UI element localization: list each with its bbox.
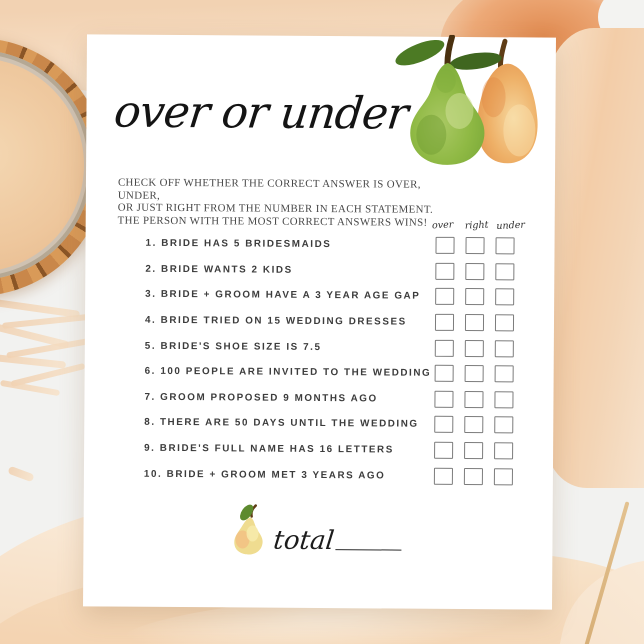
checkbox-over-5[interactable] bbox=[435, 339, 454, 356]
answer-boxes bbox=[428, 467, 513, 485]
checkbox-under-1[interactable] bbox=[495, 238, 514, 255]
total-label: total bbox=[271, 525, 336, 557]
checkbox-over-6[interactable] bbox=[435, 365, 454, 382]
column-headers bbox=[428, 220, 538, 232]
statement-row bbox=[144, 410, 530, 438]
checkbox-right-4[interactable] bbox=[465, 314, 484, 331]
checkbox-over-3[interactable] bbox=[435, 288, 454, 305]
column-header-under: under bbox=[496, 219, 526, 232]
instructions bbox=[118, 177, 458, 230]
checkbox-under-8[interactable] bbox=[494, 417, 513, 434]
fabric-right bbox=[546, 28, 644, 488]
statement-row bbox=[145, 308, 531, 336]
answer-boxes bbox=[429, 339, 514, 357]
checkbox-right-2[interactable] bbox=[465, 263, 484, 280]
statement-text: 2. BRIDE WANTS 2 KIDS bbox=[145, 263, 293, 276]
checkbox-right-7[interactable] bbox=[464, 391, 483, 408]
statement-text: 3. BRIDE + GROOM HAVE A 3 YEAR AGE GAP bbox=[145, 289, 421, 303]
statement-text: 6. 100 PEOPLE ARE INVITED TO THE WEDDING bbox=[144, 366, 432, 380]
checkbox-over-7[interactable] bbox=[434, 391, 453, 408]
statement-text: 9. BRIDE'S FULL NAME HAS 16 LETTERS bbox=[144, 442, 394, 456]
statement-text: 10. BRIDE + GROOM MET 3 YEARS AGO bbox=[143, 468, 386, 482]
checkbox-under-2[interactable] bbox=[495, 263, 514, 280]
fabric-fringe bbox=[7, 466, 34, 482]
answer-boxes bbox=[429, 237, 514, 255]
statement-text: 4. BRIDE TRIED ON 15 WEDDING DRESSES bbox=[144, 314, 407, 328]
statement-text: 7. GROOM PROPOSED 9 MONTHS AGO bbox=[144, 391, 378, 405]
statement-row bbox=[145, 282, 531, 310]
statement-row bbox=[145, 333, 531, 361]
answer-boxes bbox=[429, 263, 514, 281]
total-blank-line[interactable] bbox=[336, 549, 402, 550]
page-title: over or under bbox=[111, 86, 411, 140]
checkbox-over-2[interactable] bbox=[435, 263, 454, 280]
checkbox-right-8[interactable] bbox=[464, 416, 483, 433]
checkbox-over-8[interactable] bbox=[434, 416, 453, 433]
instructions-line: OR JUST RIGHT FROM THE NUMBER IN EACH STATEMENT. bbox=[117, 201, 434, 216]
fabric-fringe bbox=[0, 354, 66, 368]
checkbox-over-9[interactable] bbox=[434, 442, 453, 459]
statements-list bbox=[144, 231, 532, 490]
instructions-line: CHECK OFF WHETHER THE CORRECT ANSWER IS OVER, UNDER, bbox=[117, 176, 421, 202]
small-pear-icon bbox=[231, 503, 265, 555]
statement-row bbox=[144, 384, 530, 412]
answer-boxes bbox=[429, 365, 514, 383]
fabric-fringe bbox=[2, 313, 97, 329]
checkbox-under-5[interactable] bbox=[495, 340, 514, 357]
statement-text: 1. BRIDE HAS 5 BRIDESMAIDS bbox=[145, 238, 332, 251]
answer-boxes bbox=[428, 416, 513, 434]
checkbox-under-4[interactable] bbox=[495, 314, 514, 331]
answer-boxes bbox=[429, 314, 514, 332]
checkbox-over-10[interactable] bbox=[434, 467, 453, 484]
column-header-right: right bbox=[464, 219, 489, 232]
column-header-over: over bbox=[431, 219, 454, 232]
instructions-line: THE PERSON WITH THE MOST CORRECT ANSWERS WINS! bbox=[117, 214, 428, 229]
statement-row bbox=[145, 231, 531, 259]
answer-boxes bbox=[428, 442, 513, 460]
checkbox-right-6[interactable] bbox=[465, 365, 484, 382]
checkbox-right-5[interactable] bbox=[465, 340, 484, 357]
checkbox-under-6[interactable] bbox=[495, 365, 514, 382]
game-card bbox=[83, 34, 556, 609]
checkbox-under-3[interactable] bbox=[495, 289, 514, 306]
answer-boxes bbox=[429, 288, 514, 306]
statement-row bbox=[144, 436, 530, 464]
milk-tea bbox=[0, 58, 84, 272]
checkbox-right-10[interactable] bbox=[464, 468, 483, 485]
checkbox-right-9[interactable] bbox=[464, 442, 483, 459]
checkbox-over-1[interactable] bbox=[435, 237, 454, 254]
statement-text: 5. BRIDE'S SHOE SIZE IS 7.5 bbox=[144, 340, 322, 353]
checkbox-under-7[interactable] bbox=[494, 391, 513, 408]
statement-row bbox=[145, 256, 531, 284]
checkbox-right-3[interactable] bbox=[465, 289, 484, 306]
checkbox-under-9[interactable] bbox=[494, 442, 513, 459]
total-section bbox=[231, 503, 402, 556]
checkbox-over-4[interactable] bbox=[435, 314, 454, 331]
statement-row bbox=[144, 461, 530, 489]
answer-boxes bbox=[428, 391, 513, 409]
statement-text: 8. THERE ARE 50 DAYS UNTIL THE WEDDING bbox=[144, 417, 419, 431]
checkbox-under-10[interactable] bbox=[494, 468, 513, 485]
checkbox-right-1[interactable] bbox=[465, 237, 484, 254]
statement-row bbox=[145, 359, 531, 387]
